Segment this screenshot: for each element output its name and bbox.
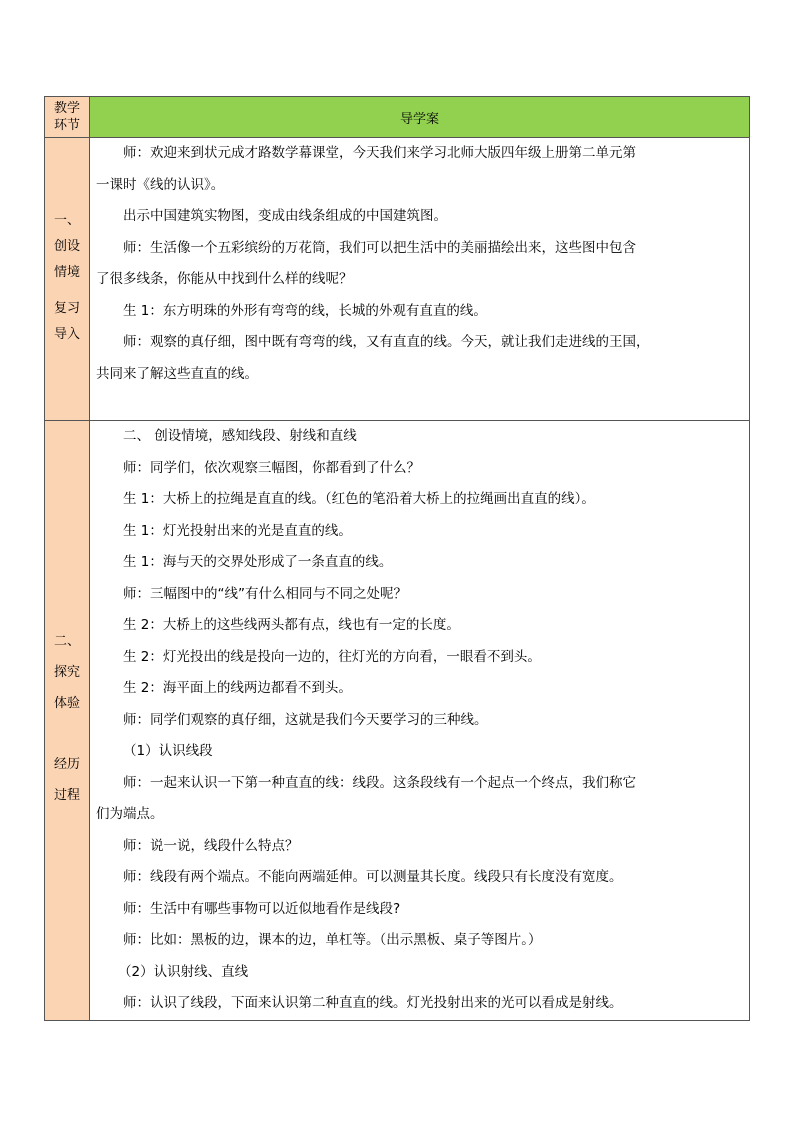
section-2-paragraph: 生 2：海平面上的线两边都看不到头。 [123,680,352,696]
section-2-paragraph: 生 2：灯光投出的线是投向一边的，往灯光的方向看，一眼看不到头。 [123,648,541,665]
lesson-plan-table [44,96,750,1021]
section-2-paragraph: 生 1：海与天的交界处形成了一条直直的线。 [123,554,393,570]
header-row [45,97,750,138]
section-2-paragraph: 师：三幅图中的“线”有什么相同与不同之处呢？ [123,585,407,602]
section-1-row [45,138,750,421]
section-2-side-cell [45,421,90,1021]
section-1-paragraph: 共同来了解这些直直的线。 [96,365,258,382]
section-2-paragraph: 师：一起来认识一下第一种直直的线：线段。这条段线有一个起点一个终点，我们称它 [123,774,636,791]
header-title: 导学案 [399,111,439,127]
section-1-side-line: 情境 [53,265,80,280]
section-2-side-line: 体验 [53,696,80,711]
section-2-paragraph: 生 1：灯光投射出来的光是直直的线。 [123,522,352,539]
section-2-side-line: 二、 [53,634,80,649]
section-1-side-line: 一、 [53,213,80,228]
section-2-side-line: 经历 [53,757,80,772]
section-2-paragraph: 们为端点。 [96,806,164,822]
section-1-content [90,138,750,421]
section-2-paragraph: 二、 创设情境，感知线段、射线和直线 [123,428,357,444]
section-1-paragraph: 师：生活像一个五彩缤纷的万花筒，我们可以把生活中的美丽描绘出来，这些图中包含 [123,239,636,256]
section-1-paragraph: 师：观察的真仔细，图中既有弯弯的线，又有直直的线。今天，就让我们走进线的王国， [123,334,650,350]
section-1-side-line: 导入 [53,327,80,342]
section-1-paragraph: 师：欢迎来到状元成才路数学幕课堂，今天我们来学习北师大版四年级上册第二单元第 [123,145,636,161]
section-1-side-line: 创设 [53,239,80,254]
section-1-paragraph: 了很多线条，你能从中找到什么样的线呢？ [96,271,353,287]
section-2-content [90,421,750,1021]
section-2-paragraph: 师：生活中有哪些事物可以近似地看作是线段? [123,900,401,917]
section-2-paragraph: 师：比如：黑板的边，课本的边，单杠等。（出示黑板、桌子等图片。） [123,932,542,948]
section-1-side-line: 复习 [53,301,80,316]
section-2-paragraph: （2）认识射线、直线 [118,963,249,980]
header-stage-line-2: 环节 [53,118,80,133]
section-2-paragraph: 师：认识了线段，下面来认识第二种直直的线。灯光投射出来的光可以看成是射线。 [123,995,623,1011]
section-2-row [45,421,750,1021]
header-stage-line-1: 教学 [53,101,80,116]
section-1-side-cell [45,138,90,421]
section-1-paragraph: 生 1：东方明珠的外形有弯弯的线，长城的外观有直直的线。 [123,302,487,319]
section-2-side-line: 探究 [53,665,80,680]
section-1-paragraph: 一课时《线的认识》。 [96,176,225,193]
section-2-paragraph: 师：说一说，线段什么特点？ [123,837,299,854]
section-2-paragraph: 生 1：大桥上的拉绳是直直的线。（红色的笔沿着大桥上的拉绳画出直直的线）。 [123,491,595,507]
section-2-paragraph: 师：同学们，依次观察三幅图，你都看到了什么？ [123,459,420,476]
section-1-paragraph: 出示中国建筑实物图，变成由线条组成的中国建筑图。 [123,208,447,224]
header-title-cell [90,97,750,138]
section-2-paragraph: 生 2：大桥上的这些线两头都有点，线也有一定的长度。 [123,617,460,633]
header-stage-cell [45,97,90,138]
section-2-paragraph: 师：线段有两个端点。不能向两端延伸。可以测量其长度。线段只有长度没有宽度。 [123,869,623,885]
section-2-paragraph: 师：同学们观察的真仔细，这就是我们今天要学习的三种线。 [123,711,488,728]
section-2-side-line: 过程 [53,788,80,803]
section-2-paragraph: （1）认识线段 [123,743,213,759]
